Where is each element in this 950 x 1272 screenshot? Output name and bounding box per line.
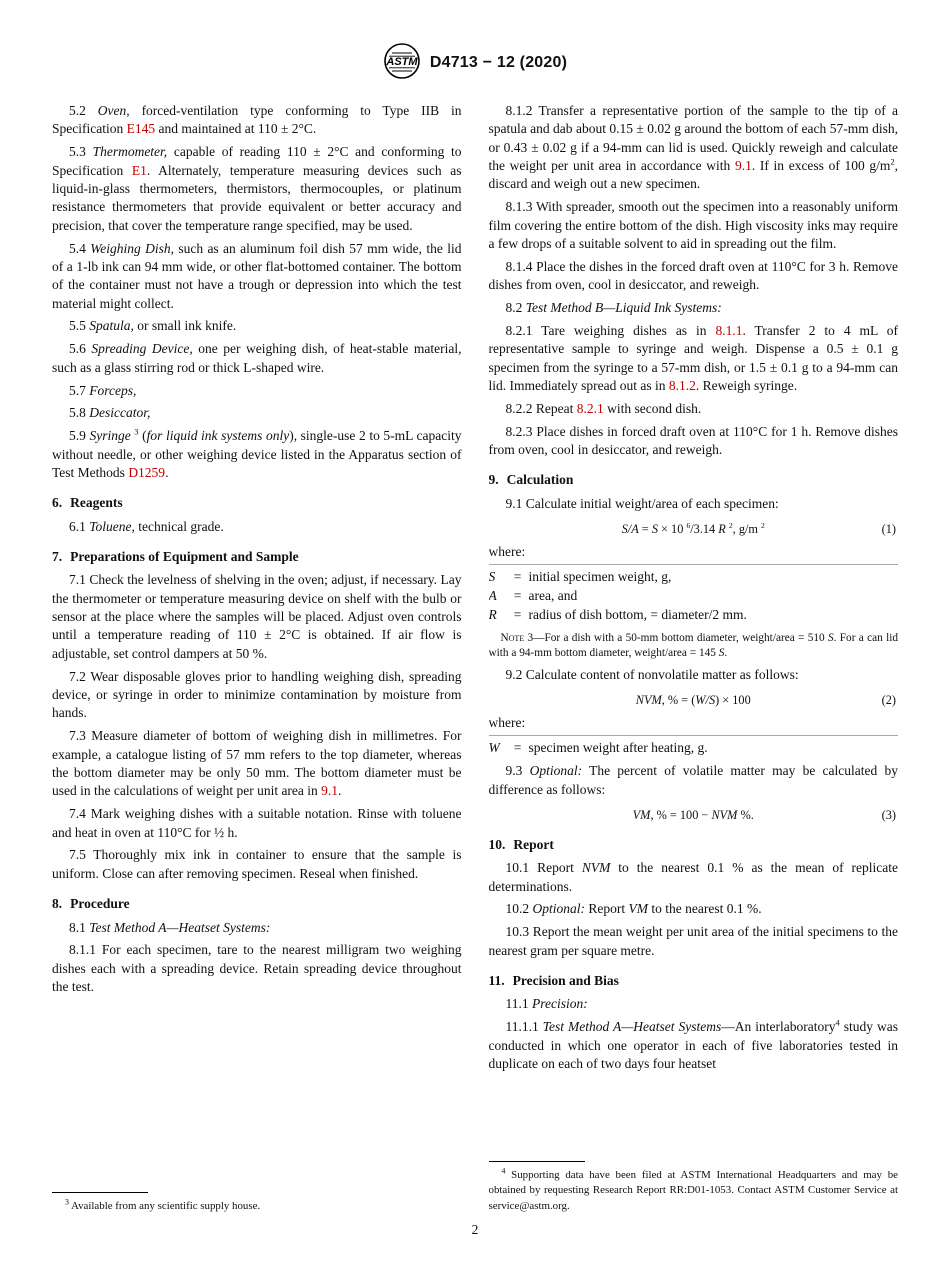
paragraph: 8.1.1 For each specimen, tare to the nearest milligram two weighing dishes each with a spreading device. Retain spreading device throughout the test. (52, 942, 462, 995)
equation-number: (2) (881, 693, 896, 708)
reference-link[interactable]: E1 (131, 162, 147, 178)
paragraph: 5.5 Spatula, or small ink knife. (69, 318, 237, 334)
footnote-separator (52, 1192, 148, 1193)
paragraph: 7.3 Measure diameter of bottom of weighing dish in millimetres. For example, a catalogue listing of 57 mm refers to the top diameter, whereas the bottom diameter may be only 50 mm. The bottom diameter must be used in the calculations of weight per unit area in 9.1. (52, 728, 462, 799)
two-column-body (52, 102, 898, 1214)
italic-text: Test Method A—Heatset Systems (542, 1019, 722, 1035)
paragraph: 9.2 Calculate content of nonvolatile matter as follows: (505, 666, 799, 682)
section-title: Preparations of Equipment and Sample (70, 549, 299, 565)
paragraph: 5.3 Thermometer, capable of reading 110 ± 2°C and conforming to Specification E1. Alternately, temperature measuring devices such as liquid-in-glass thermometers, thermistors, thermocouples, or platinum resistance thermometers that provide equivalent or better accuracy and precision, that cover the temperature range specified, may be used. (52, 144, 462, 233)
italic-text: R (718, 522, 726, 537)
definition-row (489, 739, 899, 758)
section-number: 6. (52, 495, 63, 511)
section-title: Report (513, 836, 554, 852)
symbol: A (488, 587, 497, 603)
paragraph: 5.7 Forceps, (69, 382, 137, 398)
document-header (52, 44, 898, 82)
superscript: 2 (761, 521, 765, 531)
italic-text: Spreading Device, (91, 341, 193, 357)
italic-text: Toluene, (89, 518, 135, 534)
page-footer (0, 1222, 950, 1238)
footnote-marker: 4 (501, 1165, 506, 1175)
left-column (52, 102, 462, 1214)
italic-text: Weighing Dish, (90, 240, 174, 256)
equation-formula: VM, % = 100 − NVM %. (632, 808, 754, 823)
page-number: 2 (471, 1222, 479, 1237)
paragraph: 10.2 Optional: Report VM to the nearest 0.1 %. (505, 901, 762, 917)
paragraph: 9.3 Optional: The percent of volatile matter may be calculated by difference as follows: (488, 763, 898, 797)
equation-formula: NVM, % = (W/S) × 100 (635, 693, 751, 708)
paragraph: 5.8 Desiccator, (69, 405, 151, 421)
reference-link[interactable]: 9.1 (734, 158, 752, 174)
definition-list (489, 735, 899, 758)
paragraph: 6.1 Toluene, technical grade. (69, 518, 224, 534)
paragraph: 8.1.4 Place the dishes in the forced draft oven at 110°C for 3 h. Remove dishes from oven, cool in desiccator, and reweigh. (488, 258, 898, 293)
footnote-text: Available from any scientific supply house. (71, 1199, 261, 1212)
italic-text: Oven, (97, 103, 130, 118)
equation-formula: S/A = S × 10 $^6$/3.14 R $^2$, g/m $^2$ (621, 521, 765, 537)
superscript: 2 (728, 521, 733, 531)
equals-sign: = (513, 569, 522, 585)
italic-text: NVM (711, 808, 738, 823)
italic-text: S (827, 632, 834, 645)
italic-text: Desiccator, (89, 405, 151, 421)
section-number: 10. (488, 836, 506, 852)
italic-text: NVM (581, 860, 611, 876)
right-column-content (489, 102, 899, 1073)
section-heading (52, 494, 462, 512)
definition-text: initial specimen weight, g, (528, 569, 672, 585)
astm-logo-text: ASTM (386, 55, 418, 68)
equals-sign: = (513, 740, 522, 756)
symbol: W (488, 740, 500, 756)
paragraph: 5.4 Weighing Dish, such as an aluminum foil dish 57 mm wide, the lid of a 1-lb ink can 94 mm wide, or other flat-bottomed container. The bottom of the container must not have a trough or depression into which the test material might collect. (52, 240, 462, 311)
paragraph: 11.1 Precision: (505, 996, 588, 1012)
italic-text: Optional: (532, 901, 585, 917)
definition-text: specimen weight after heating, g. (528, 740, 708, 756)
paragraph: 8.2.3 Place dishes in forced draft oven at 110°C for 1 h. Remove dishes from oven, cool in desiccator, and reweigh. (488, 423, 898, 458)
reference-link[interactable]: E145 (126, 121, 156, 137)
paragraph: 9.1 Calculate initial weight/area of each specimen: (505, 495, 779, 511)
footnote (52, 1196, 462, 1214)
superscript: 4 (835, 1018, 840, 1028)
right-column (489, 102, 899, 1214)
section-heading (489, 972, 899, 990)
equals-sign: = (513, 587, 522, 603)
reference-link[interactable]: 8.1.1 (715, 322, 743, 338)
definition-list (489, 564, 899, 624)
reference-link[interactable]: 8.1.2 (668, 378, 696, 394)
section-heading (52, 895, 462, 913)
italic-text: Precision: (532, 996, 588, 1012)
italic-text: Syringe (89, 428, 131, 444)
definition-row (489, 606, 899, 625)
paragraph: 8.2.2 Repeat 8.2.1 with second dish. (505, 400, 702, 416)
paragraph: 11.1.1 Test Method A—Heatset Systems—An interlaboratory$^4$ study was conducted in which one operator in each of five laboratories tested in duplicate on each of two days four heatset (488, 1018, 898, 1071)
paragraph: 10.1 Report NVM to the nearest 0.1 % as the mean of replicate determinations. (488, 860, 898, 894)
italic-text: VM (628, 901, 648, 917)
definition-text: radius of dish bottom, = diameter/2 mm. (528, 606, 747, 622)
paragraph: 5.2 Oven, forced-ventilation type conforming to Type IIB in Specification E145 and maintained at 110 ± 2°C. (52, 103, 462, 137)
paragraph: 8.1 Test Method A—Heatset Systems: (69, 919, 271, 935)
equation-number: (3) (881, 808, 896, 823)
equation (489, 521, 899, 538)
left-column-content (52, 102, 462, 996)
paragraph: where: (488, 714, 526, 730)
section-title: Precision and Bias (512, 973, 619, 989)
reference-link[interactable]: 8.2.1 (576, 400, 604, 416)
note-paragraph: Note 3—For a dish with a 50-mm bottom diameter, weight/area = 510 S. For a can lid with a 94-mm bottom diameter, weight/area = 145 S. (488, 632, 898, 660)
definition-text: area, and (528, 587, 578, 603)
paragraph: 8.1.2 Transfer a representative portion of the sample to the tip of a spatula and dab about 0.15 ± 0.02 g around the bottom of each 57-mm dish, or 0.43 ± 0.02 g if a 94-mm can lid is used. Quickly reweigh and calculate the weight per unit area in accordance with 9.1. If in excess of 100 $g/m^2$, discard and weigh out a new specimen. (488, 103, 898, 192)
paragraph: 10.3 Report the mean weight per unit area of the initial specimens to the nearest gram per square metre. (488, 924, 898, 958)
section-title: Procedure (70, 896, 130, 912)
section-title: Calculation (506, 472, 574, 488)
italic-text: Optional: (529, 763, 583, 779)
italic-text: Thermometer, (92, 144, 168, 160)
symbol: S (488, 569, 496, 585)
italic-text: Forceps, (89, 382, 137, 398)
definition-row (489, 587, 899, 606)
superscript: 2 (890, 157, 895, 167)
section-heading (489, 836, 899, 854)
section-heading (52, 548, 462, 566)
section-heading (489, 471, 899, 489)
italic-text: S (718, 647, 725, 660)
italic-text: for liquid ink systems only (146, 428, 290, 444)
definition-row (489, 568, 899, 587)
document-title: D4713 − 12 (2020) (429, 54, 568, 71)
note-label: Note 3— (500, 632, 545, 645)
footnote-marker: 3 (65, 1196, 69, 1206)
equals-sign: = (513, 606, 522, 622)
astm-logo-icon (383, 42, 421, 85)
italic-text: S (651, 522, 658, 537)
paragraph: 7.5 Thoroughly mix ink in container to ensure that the sample is uniform. Close can after removing specimen. Reseal when finished. (52, 847, 462, 881)
paragraph: 8.1.3 With spreader, smooth out the specimen into a reasonably uniform film covering the entire bottom of the dish. High viscosity inks may require a few drops of a suitable solvent to aid in spreading out the film. (488, 199, 898, 252)
equation (489, 692, 899, 709)
italic-text: VM (632, 808, 651, 823)
footnote-text: Supporting data have been filed at ASTM International Headquarters and may be obtained by requesting Research Report RR:D01-1053. Contact ASTM Customer Service at service@astm.org. (488, 1168, 898, 1212)
italic-text: W/S (695, 693, 716, 708)
paragraph: 5.6 Spreading Device, one per weighing dish, of heat-stable material, such as a glass stirring rod or thick L-shaped wire. (52, 341, 462, 375)
section-number: 7. (52, 549, 63, 565)
equation (489, 807, 899, 824)
paragraph: where: (488, 543, 526, 559)
equation-number: (1) (881, 522, 896, 537)
paragraph: 7.2 Wear disposable gloves prior to handling weighing dish, spreading device, or syringe in order to minimize contamination by moisture from hands. (52, 668, 462, 721)
paragraph: 7.1 Check the levelness of shelving in the oven; adjust, if necessary. Lay the thermometer or temperature measuring device on shelf with the bulb or sensor at the place where the samples will be placed. Adjust oven controls until a temperature reading of 110 ± 2°C is obtained. If air flow is adjustable, set control dampers at 50 %. (52, 572, 462, 661)
paragraph: 8.2.1 Tare weighing dishes as in 8.1.1. Transfer 2 to 4 mL of representative sample to syringe and weigh. Dispense a 0.5 ± 0.1 g specimen from the syringe to a 57-mm dish, or 1.5 ± 0.1 g to a 94-mm can lid. Immediately spread out as in 8.1.2. Reweigh syringe. (488, 322, 898, 394)
section-title: Reagents (70, 495, 123, 511)
symbol: R (488, 606, 497, 622)
superscript: 6 (686, 521, 691, 531)
section-number: 9. (488, 472, 499, 488)
footnote-separator (489, 1161, 585, 1162)
italic-text: NVM (635, 693, 662, 708)
reference-link[interactable]: 9.1 (321, 783, 339, 799)
left-footnote-area (52, 1182, 462, 1214)
right-footnote-area (489, 1151, 899, 1214)
italic-text: S/A (621, 522, 639, 537)
superscript: 3 (134, 427, 139, 437)
italic-text: Test Method A—Heatset Systems: (89, 919, 271, 935)
italic-text: Test Method B—Liquid Ink Systems: (525, 300, 722, 316)
paragraph: 5.9 Syringe $^3$ (for liquid ink systems only), single-use 2 to 5-mL capacity without needle, or other weighing device listed in the Apparatus section of Test Methods D1259. (52, 427, 462, 480)
paragraph: 8.2 Test Method B—Liquid Ink Systems: (505, 300, 722, 316)
reference-link[interactable]: D1259 (128, 464, 166, 480)
section-number: 11. (488, 973, 505, 989)
italic-text: Spatula, (89, 318, 134, 334)
footnote (488, 1165, 899, 1214)
section-number: 8. (52, 896, 63, 912)
paragraph: 7.4 Mark weighing dishes with a suitable notation. Rinse with toluene and heat in oven at 110°C for ½ h. (52, 806, 462, 840)
